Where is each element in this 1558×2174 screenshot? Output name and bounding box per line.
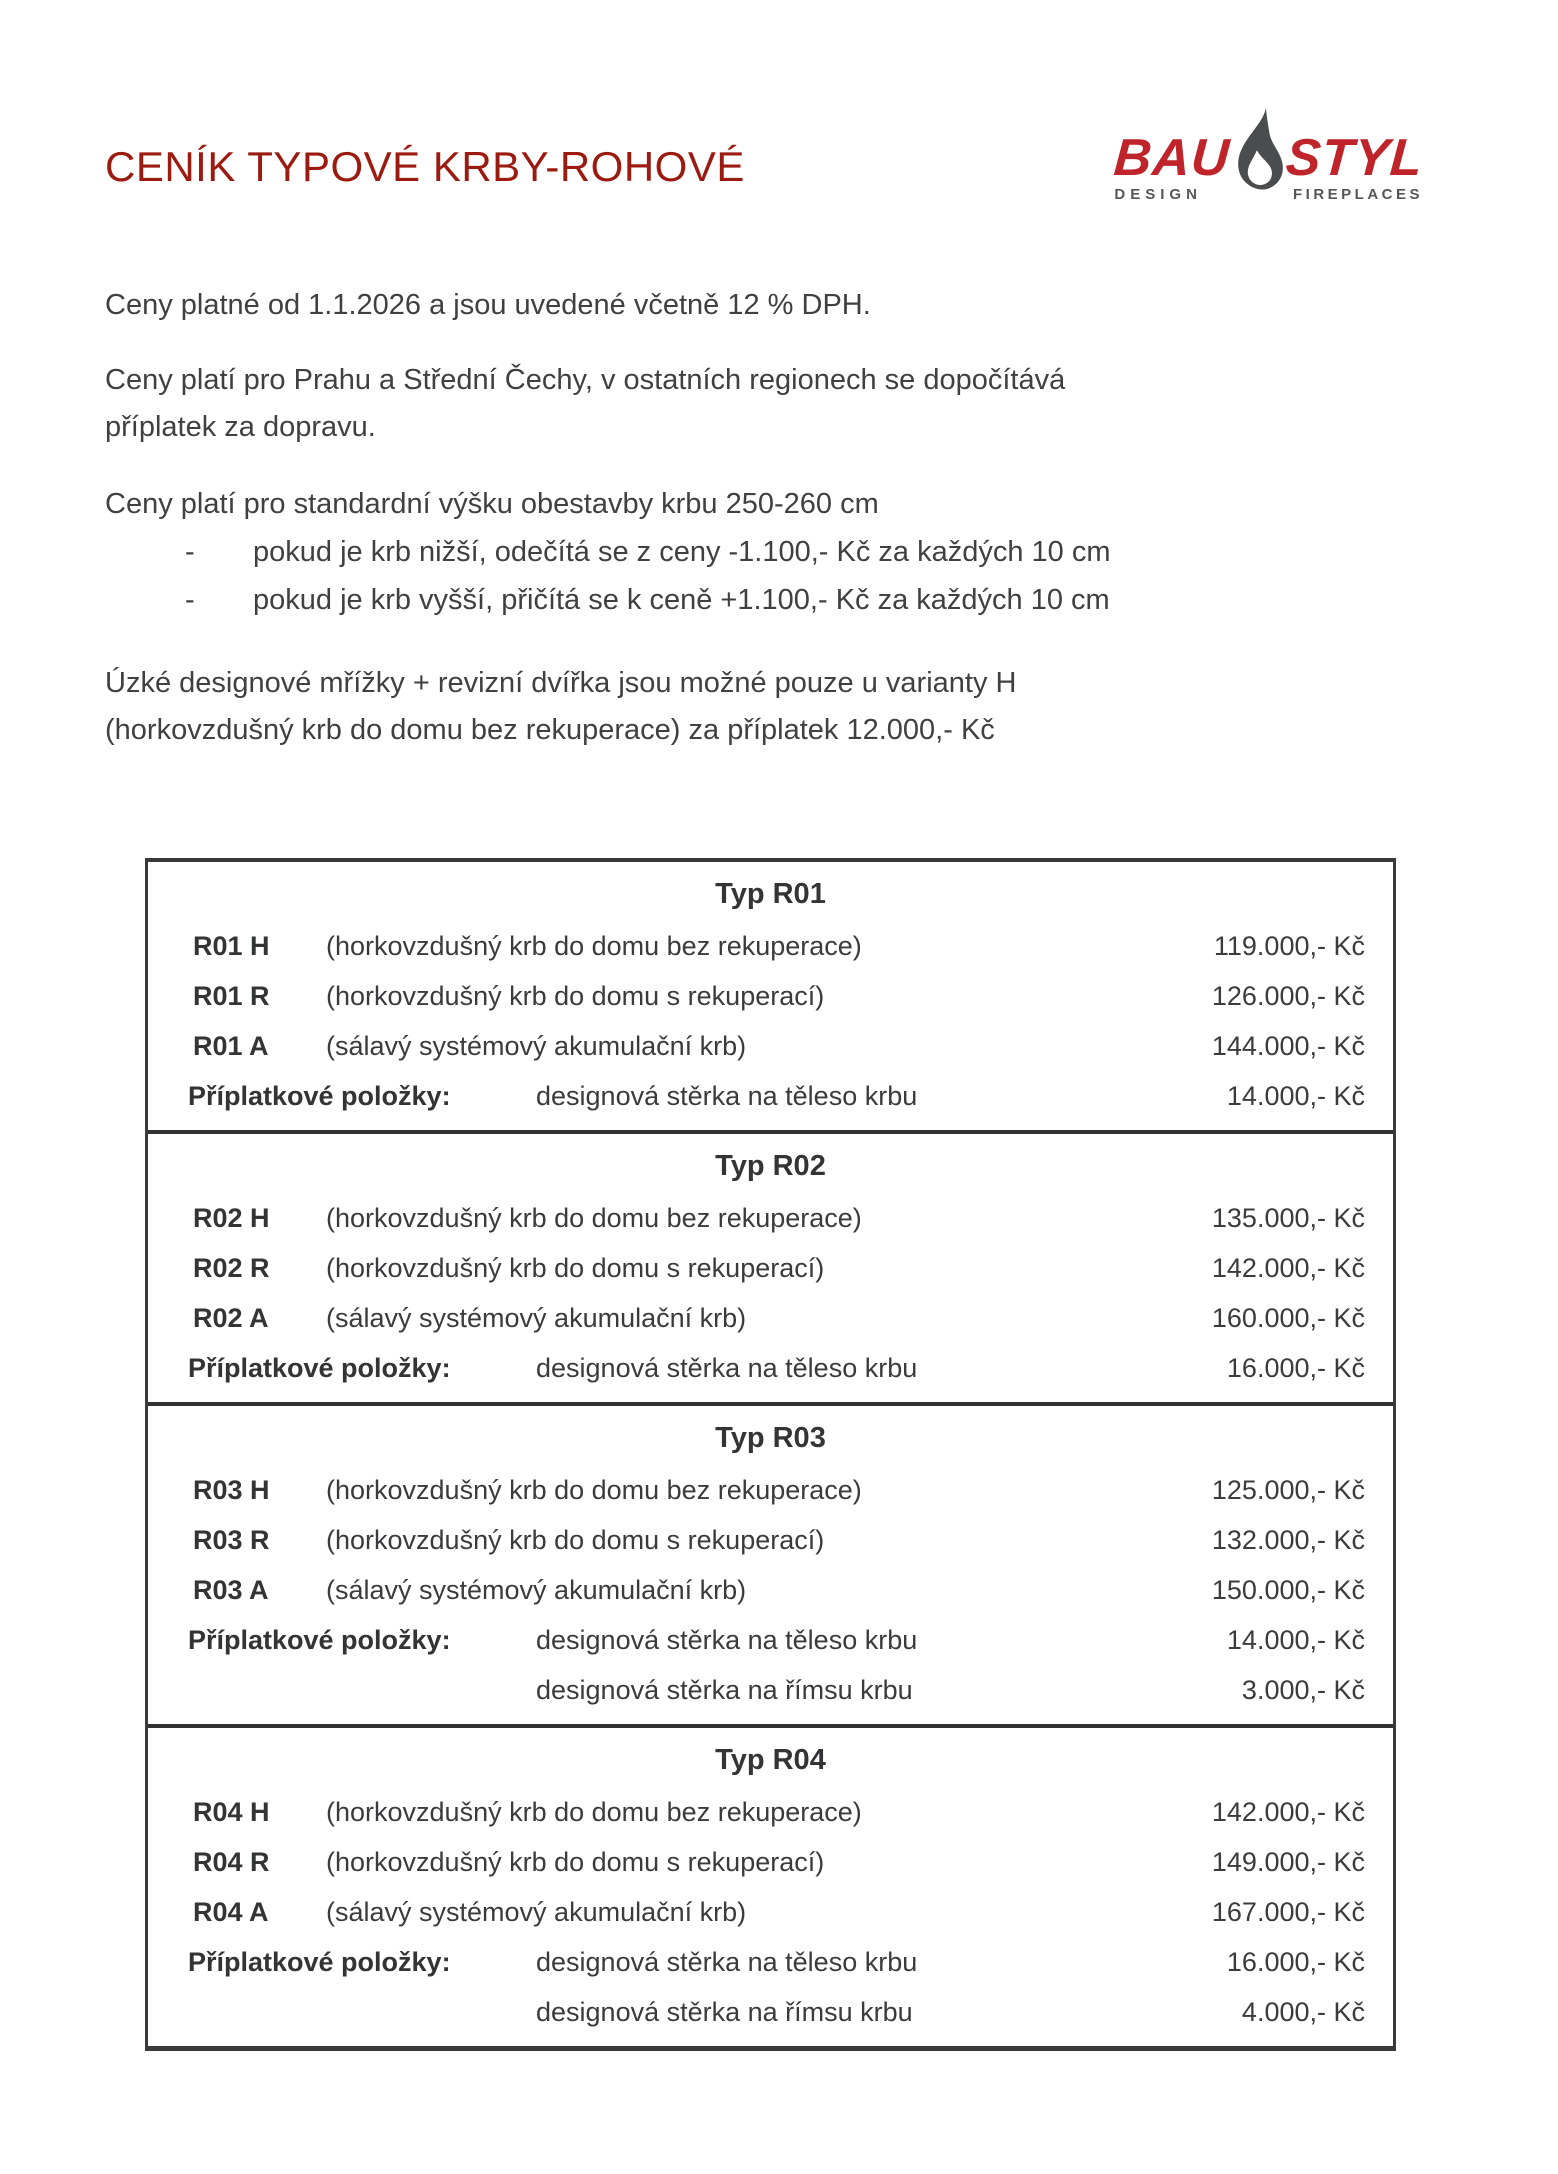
variant-desc: (horkovzdušný krb do domu bez rekuperace)	[326, 1796, 862, 1827]
variant-price: 132.000,- Kč	[1211, 1524, 1365, 1555]
section-typ-r01	[148, 862, 1393, 1130]
surcharge-desc: designová stěrka na těleso krbu	[536, 1080, 918, 1111]
variant-price: 150.000,- Kč	[1211, 1574, 1365, 1605]
logo-word-styl: STYL	[1284, 128, 1426, 187]
variant-price: 149.000,- Kč	[1211, 1846, 1365, 1877]
flame-icon	[1228, 100, 1290, 202]
surcharge-price: 14.000,- Kč	[1226, 1080, 1365, 1111]
section-typ-r02	[148, 1130, 1393, 1402]
page-title: CENÍK TYPOVÉ KRBY-ROHOVÉ	[105, 143, 745, 190]
variant-price: 167.000,- Kč	[1211, 1896, 1365, 1927]
variant-desc: (horkovzdušný krb do domu s rekuperací)	[326, 980, 825, 1011]
section-title: Typ R04	[715, 1744, 826, 1777]
surcharge-desc: designová stěrka na římsu krbu	[536, 1996, 913, 2027]
bullet-text: pokud je krb nižší, odečítá se z ceny -1.100,- Kč za každých 10 cm	[253, 536, 1111, 569]
logo-word-bau: BAU	[1112, 128, 1233, 187]
table-row	[148, 1243, 1393, 1293]
table-row	[148, 1293, 1393, 1343]
variant-code: R01 H	[193, 930, 270, 961]
surcharge-desc: designová stěrka na těleso krbu	[536, 1946, 918, 1977]
logo-sub-design: DESIGN	[1114, 186, 1202, 203]
variant-code: R02 A	[193, 1302, 269, 1333]
variant-price: 160.000,- Kč	[1211, 1302, 1365, 1333]
table-row-surcharge	[148, 1665, 1393, 1715]
paragraph-grilles	[105, 660, 1463, 754]
bullet-text: pokud je krb vyšší, přičítá se k ceně +1.100,- Kč za každých 10 cm	[253, 584, 1110, 617]
paragraph-grilles-line2: (horkovzdušný krb do domu bez rekuperace) za příplatek 12.000,- Kč	[105, 714, 995, 747]
variant-desc: (sálavý systémový akumulační krb)	[326, 1896, 747, 1927]
variant-desc: (horkovzdušný krb do domu s rekuperací)	[326, 1524, 825, 1555]
surcharge-price: 14.000,- Kč	[1226, 1624, 1365, 1655]
document-header	[105, 0, 1463, 218]
table-row	[148, 921, 1393, 971]
variant-code: R04 R	[193, 1846, 270, 1877]
variant-price: 142.000,- Kč	[1211, 1796, 1365, 1827]
table-row	[148, 1837, 1393, 1887]
paragraph-grilles-line1: Úzké designové mřížky + revizní dvířka jsou možné pouze u varianty H	[105, 667, 1017, 700]
variant-code: R03 H	[193, 1474, 270, 1505]
table-row	[148, 1565, 1393, 1615]
section-title: Typ R01	[715, 878, 826, 911]
section-typ-r03	[148, 1402, 1393, 1724]
bullet-item-higher	[105, 576, 1463, 624]
section-title: Typ R02	[715, 1150, 826, 1183]
table-row	[148, 1465, 1393, 1515]
variant-price: 135.000,- Kč	[1211, 1202, 1365, 1233]
variant-desc: (horkovzdušný krb do domu bez rekuperace)	[326, 930, 862, 961]
logo-right-column	[1284, 128, 1426, 203]
variant-price: 126.000,- Kč	[1211, 980, 1365, 1011]
table-row	[148, 1515, 1393, 1565]
surcharge-label: Příplatkové položky:	[188, 1624, 451, 1655]
paragraph-height: Ceny platí pro standardní výšku obestavby krbu 250-260 cm	[105, 488, 879, 521]
variant-price: 144.000,- Kč	[1211, 1030, 1365, 1061]
variant-desc: (horkovzdušný krb do domu bez rekuperace)	[326, 1474, 862, 1505]
surcharge-label: Příplatkové položky:	[188, 1946, 451, 1977]
variant-price: 142.000,- Kč	[1211, 1252, 1365, 1283]
variant-desc: (horkovzdušný krb do domu bez rekuperace)	[326, 1202, 862, 1233]
surcharge-desc: designová stěrka na římsu krbu	[536, 1674, 913, 1705]
table-row	[148, 1193, 1393, 1243]
table-row-surcharge	[148, 1343, 1393, 1393]
paragraph-region	[105, 357, 1463, 451]
variant-code: R03 R	[193, 1524, 270, 1555]
table-row	[148, 1887, 1393, 1937]
section-title: Typ R03	[715, 1422, 826, 1455]
surcharge-price: 3.000,- Kč	[1241, 1674, 1365, 1705]
table-row-surcharge	[148, 1937, 1393, 1987]
variant-desc: (sálavý systémový akumulační krb)	[326, 1574, 747, 1605]
bullet-dash: -	[185, 536, 195, 569]
variant-code: R01 A	[193, 1030, 269, 1061]
variant-desc: (horkovzdušný krb do domu s rekuperací)	[326, 1846, 825, 1877]
baustyl-logo	[1112, 100, 1426, 203]
surcharge-desc: designová stěrka na těleso krbu	[536, 1352, 918, 1383]
section-typ-r04	[148, 1724, 1393, 2046]
paragraph-region-line2: příplatek za dopravu.	[105, 411, 376, 444]
surcharge-label: Příplatkové položky:	[188, 1352, 451, 1383]
variant-code: R04 A	[193, 1896, 269, 1927]
table-row-surcharge	[148, 1071, 1393, 1121]
table-row	[148, 1021, 1393, 1071]
table-row	[148, 971, 1393, 1021]
surcharge-price: 4.000,- Kč	[1241, 1996, 1365, 2027]
variant-price: 125.000,- Kč	[1211, 1474, 1365, 1505]
surcharge-label: Příplatkové položky:	[188, 1080, 451, 1111]
variant-price: 119.000,- Kč	[1213, 930, 1365, 961]
surcharge-desc: designová stěrka na těleso krbu	[536, 1624, 918, 1655]
surcharge-price: 16.000,- Kč	[1226, 1352, 1365, 1383]
variant-code: R04 H	[193, 1796, 270, 1827]
bullet-dash: -	[185, 584, 195, 617]
variant-desc: (horkovzdušný krb do domu s rekuperací)	[326, 1252, 825, 1283]
surcharge-price: 16.000,- Kč	[1226, 1946, 1365, 1977]
variant-code: R02 R	[193, 1252, 270, 1283]
logo-left-column	[1112, 128, 1233, 203]
variant-desc: (sálavý systémový akumulační krb)	[326, 1030, 747, 1061]
logo-sub-fireplaces: FIREPLACES	[1292, 186, 1423, 203]
variant-code: R02 H	[193, 1202, 270, 1233]
variant-code: R03 A	[193, 1574, 269, 1605]
bullet-item-lower	[105, 528, 1463, 576]
table-row-surcharge	[148, 1987, 1393, 2037]
paragraph-region-line1: Ceny platí pro Prahu a Střední Čechy, v ostatních regionech se dopočítává	[105, 364, 1066, 397]
price-table	[145, 858, 1396, 2051]
table-row	[148, 1787, 1393, 1837]
variant-desc: (sálavý systémový akumulační krb)	[326, 1302, 747, 1333]
variant-code: R01 R	[193, 980, 270, 1011]
paragraph-validity: Ceny platné od 1.1.2026 a jsou uvedené včetně 12 % DPH.	[105, 289, 871, 322]
table-row-surcharge	[148, 1615, 1393, 1665]
